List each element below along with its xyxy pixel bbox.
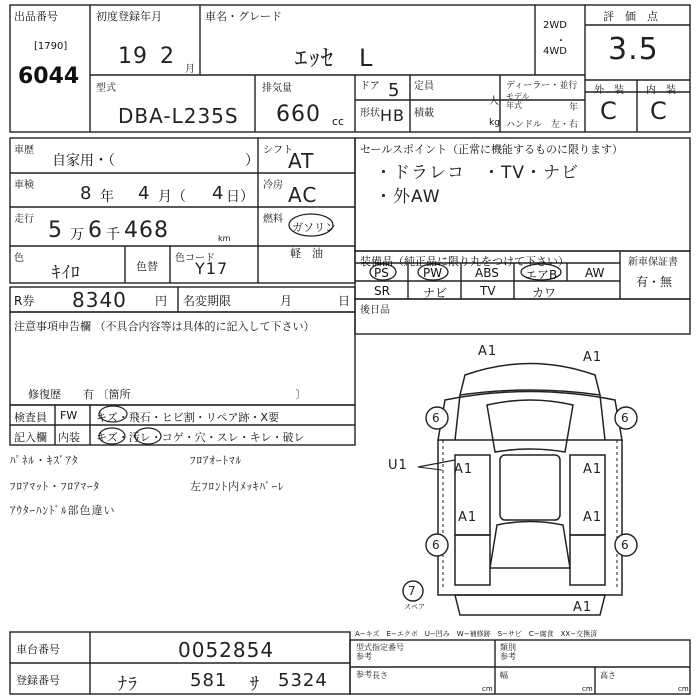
first-reg-label: 初度登録年月 bbox=[96, 10, 162, 23]
man-unit: 万 bbox=[70, 227, 84, 243]
dot-sep: ・ bbox=[556, 36, 566, 47]
note-3: ｱｳﾀｰﾊﾝﾄﾞﾙ部色違い bbox=[10, 504, 116, 517]
lot-number-value: 6044 bbox=[18, 64, 80, 89]
equip-navi: ナビ bbox=[423, 286, 448, 300]
interior-short-label: 内装 bbox=[58, 431, 80, 444]
name-change-month: 月 bbox=[280, 294, 293, 308]
displacement-label: 排気量 bbox=[262, 83, 292, 94]
cm-unit-2: cm bbox=[582, 685, 593, 693]
cc-unit: cc bbox=[332, 115, 345, 128]
km-unit: km bbox=[218, 234, 231, 243]
color-code-label: 色コード bbox=[175, 253, 215, 264]
reg-no-4: 5324 bbox=[278, 670, 328, 691]
sales-line-2: ・外AW bbox=[375, 187, 441, 207]
sales-line-1: ・ドラレコ ・TV・ナビ bbox=[375, 163, 580, 183]
equip-abs: ABS bbox=[475, 266, 499, 280]
warranty-label: 新車保証書 bbox=[628, 257, 678, 268]
model-value: DBA-L235S bbox=[118, 104, 239, 128]
length-label: 長さ bbox=[372, 671, 388, 680]
insp-day: 4 bbox=[212, 183, 225, 204]
aircon-value: AC bbox=[288, 183, 318, 207]
doors-label: ドア bbox=[360, 81, 380, 92]
displacement-value: 660 bbox=[276, 102, 321, 127]
kg-unit: kg bbox=[489, 118, 500, 128]
mark-a1-top-left: A1 bbox=[478, 344, 498, 359]
two-wd-label: 2WD bbox=[543, 20, 567, 31]
equip-tv: TV bbox=[480, 284, 496, 298]
reg-no-3: ｻ bbox=[250, 674, 260, 695]
form-number-label: 型式指定番号 参考 bbox=[356, 643, 404, 661]
lot-number-label: 出品番号 bbox=[14, 10, 58, 23]
history-label: 車歴 bbox=[14, 145, 34, 156]
registration-label: 登録番号 bbox=[16, 674, 60, 687]
mark-a1-top-right: A1 bbox=[583, 350, 603, 365]
doors-value: 5 bbox=[388, 80, 401, 101]
fw-items: キズ・飛石・ヒビ割・リペア跡・X要 bbox=[96, 411, 280, 424]
equip-pw: PW bbox=[423, 266, 443, 280]
model-year-label: モデル 年式 bbox=[506, 92, 530, 110]
reg-month-unit: 月 bbox=[185, 64, 195, 75]
score-value: 3.5 bbox=[608, 32, 659, 67]
car-name-label: 車名・グレード bbox=[205, 10, 282, 23]
mark-a1-left-mid: A1 bbox=[454, 462, 474, 477]
chassis-label: 車台番号 bbox=[16, 643, 60, 656]
color-change-label: 色替 bbox=[136, 260, 158, 273]
tire-rear-left: 6 bbox=[432, 538, 441, 552]
mark-a1-right-mid: A1 bbox=[583, 462, 603, 477]
reg-year: 19 bbox=[118, 44, 148, 69]
warranty-value: 有・無 bbox=[636, 275, 673, 289]
equipment-label: 装備品（純正品に限り丸をつけて下さい） bbox=[360, 255, 569, 268]
exterior-grade: C bbox=[600, 97, 618, 125]
yen-unit: 円 bbox=[155, 294, 168, 308]
mark-a1-right-low: A1 bbox=[583, 510, 603, 525]
chassis-value: 0052854 bbox=[178, 638, 275, 662]
mark-a1-right-rear: A1 bbox=[573, 600, 593, 615]
interior-label: 内 装 bbox=[646, 85, 676, 96]
inspection-label: 車検 bbox=[14, 180, 34, 191]
score-label: 評 価 点 bbox=[603, 10, 658, 23]
note-5: 左ﾌﾛﾝﾄ内ﾒｯｷﾊﾞｰﾚ bbox=[190, 480, 285, 493]
spare-tire: 7 bbox=[408, 584, 417, 598]
interior-grade: C bbox=[650, 97, 668, 125]
mileage-man: 5 bbox=[48, 218, 63, 243]
height-label: 高さ bbox=[600, 671, 616, 680]
recycle-value: 8340 bbox=[72, 288, 127, 312]
sen-unit: 千 bbox=[106, 227, 120, 243]
car-name-value: ｴｯｾ L bbox=[295, 44, 374, 72]
equip-ps: PS bbox=[374, 266, 389, 280]
width-label: 幅 bbox=[500, 671, 508, 680]
year-unit: 年 bbox=[569, 103, 579, 113]
reg-month: 2 bbox=[160, 44, 175, 69]
load-label: 積載 bbox=[414, 108, 434, 119]
exterior-label: 外 装 bbox=[594, 85, 624, 96]
lot-code: [1790] bbox=[34, 41, 68, 52]
gatsu-unit: 月（ bbox=[158, 189, 186, 205]
color-code-value: Y17 bbox=[195, 259, 229, 278]
category-number-label: 類別 参考 bbox=[500, 643, 516, 661]
tire-front-left: 6 bbox=[432, 411, 441, 425]
fuel-gasoline: ガソリン bbox=[292, 221, 336, 234]
mark-a1-left-low: A1 bbox=[458, 510, 478, 525]
entry-label: 記入欄 bbox=[14, 431, 47, 444]
four-wd-label: 4WD bbox=[543, 46, 567, 57]
reg-no-2: 581 bbox=[190, 670, 228, 691]
nen-unit: 年 bbox=[100, 189, 114, 205]
inspector-label: 検査員 bbox=[14, 411, 47, 424]
later-date-label: 後日品 bbox=[360, 305, 390, 316]
color-label: 色 bbox=[14, 253, 24, 264]
car-diagram bbox=[438, 364, 622, 616]
tire-front-right: 6 bbox=[621, 411, 630, 425]
ref-label: 参考 bbox=[356, 670, 372, 679]
shift-value: AT bbox=[288, 149, 315, 173]
capacity-label: 定員 bbox=[414, 81, 434, 92]
aircon-label: 冷房 bbox=[263, 180, 283, 191]
mileage-label: 走行 bbox=[14, 214, 34, 225]
insp-month: 4 bbox=[138, 183, 151, 204]
nichi-unit: 日） bbox=[226, 189, 254, 205]
history-close: ） bbox=[245, 153, 259, 169]
mileage-man-digit: 6 bbox=[88, 218, 103, 243]
person-unit: 人 bbox=[489, 96, 499, 107]
mileage-rest: 468 bbox=[124, 218, 169, 243]
fw-label: FW bbox=[60, 409, 78, 422]
fuel-diesel: 軽 油 bbox=[290, 247, 323, 260]
cm-unit-3: cm bbox=[678, 685, 689, 693]
shift-label: シフト bbox=[263, 145, 293, 156]
insp-year: 8 bbox=[80, 183, 93, 204]
repair-history: 修復歴 有 〔箇所 〕 bbox=[28, 388, 307, 401]
shape-value: HB bbox=[380, 106, 406, 125]
notes-title: 注意事項申告欄 （不具合内容等は具体的に記入して下さい） bbox=[14, 320, 315, 333]
color-value: ｷｲﾛ bbox=[52, 263, 81, 283]
equip-sr: SR bbox=[374, 284, 390, 298]
fuel-label: 燃料 bbox=[263, 214, 283, 225]
cm-unit-1: cm bbox=[482, 685, 493, 693]
spare-label: スペア bbox=[404, 603, 425, 611]
mark-u1: U1 bbox=[388, 458, 408, 473]
dealer-label: ディーラー・並行 bbox=[506, 81, 578, 91]
tire-rear-right: 6 bbox=[621, 538, 630, 552]
damage-legend: A−キズ E−エクボ U−凹み W−補修跡 S−サビ C−腐食 XX−交換済 bbox=[355, 630, 598, 638]
note-4: ﾌﾛｱｵｰﾄﾏﾙ bbox=[190, 454, 242, 467]
equip-airbag: エアB bbox=[525, 268, 558, 282]
note-1: ﾊﾟﾈﾙ・ｷｽﾞｱﾀ bbox=[10, 454, 79, 467]
shape-label: 形状 bbox=[360, 108, 380, 119]
model-label: 型式 bbox=[96, 83, 116, 94]
interior-items: キズ・汚レ・コゲ・穴・スレ・キレ・破レ bbox=[96, 431, 305, 444]
reg-no-1: ﾅﾗ bbox=[118, 674, 138, 695]
note-2: ﾌﾛｱﾏｯﾄ・ﾌﾛｱﾏｰﾀ bbox=[10, 480, 100, 493]
history-value: 自家用・（ bbox=[52, 153, 115, 169]
sales-points-label: セールスポイント（正常に機能するものに限ります） bbox=[360, 143, 624, 156]
name-change-day: 日 bbox=[338, 294, 351, 308]
equip-leather: カワ bbox=[532, 286, 557, 300]
equip-aw: AW bbox=[585, 266, 605, 280]
handle-label: ハンドル 左・右 bbox=[506, 120, 579, 130]
recycle-label: R券 bbox=[14, 294, 35, 308]
name-change-label: 名変期限 bbox=[183, 294, 232, 308]
